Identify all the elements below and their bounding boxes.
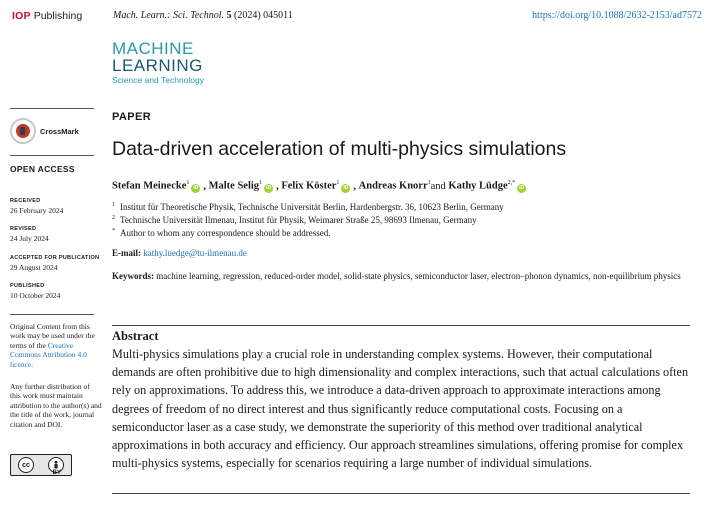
- publisher-brand: IOP: [12, 10, 31, 22]
- history-label: RECEIVED: [10, 198, 41, 204]
- keywords-label: Keywords:: [112, 271, 154, 281]
- history-published: [10, 283, 60, 300]
- sidebar-divider: [10, 155, 94, 156]
- affiliation: $^1$ Institut für Theoretische Physik, Technische Universität Berlin, Hardenbergstr. 36, 10623 Berlin, Germany: [112, 202, 504, 212]
- affiliation: $^2$ Technische Universität Ilmenau, Institut für Physik, Weimarer Straße 25, 98693 Ilmenau, Germany: [112, 215, 477, 225]
- author: Malte Selig$^1$: [208, 180, 263, 192]
- author-list: Stefan Meinecke$^1$ iD , Malte Selig$^1$ iD , Felix Köster$^1$ iD , Andreas Knorr$^1$ and Kathy Lüdge$^{2,*}$ iD: [112, 180, 525, 192]
- journal-logo-line3: Science and Technology: [112, 75, 204, 85]
- journal-reference: [113, 10, 293, 21]
- sidebar-divider: [10, 314, 94, 315]
- orcid-icon[interactable]: iD: [343, 184, 349, 191]
- history-date: 24 July 2024: [10, 234, 49, 243]
- license-link[interactable]: Creative Commons Attribution 4.0 licence.: [10, 340, 87, 369]
- publisher-name: Publishing: [33, 10, 83, 22]
- history-date: 29 August 2024: [10, 263, 58, 272]
- author: Andreas Knorr$^1$: [358, 180, 431, 192]
- crossmark-badge[interactable]: [10, 118, 79, 144]
- journal-volume: 5: [226, 10, 232, 21]
- journal-logo-line1: MACHINE: [112, 39, 194, 58]
- cc-by-label: BY: [52, 470, 61, 476]
- article-type: PAPER: [112, 111, 152, 123]
- author: Kathy Lüdge$^{2,*}$: [448, 180, 516, 192]
- orcid-icon[interactable]: iD: [193, 184, 199, 191]
- open-access-label: OPEN ACCESS: [10, 164, 75, 174]
- history-label: ACCEPTED FOR PUBLICATION: [10, 255, 100, 261]
- abstract-bottom-rule: [112, 493, 690, 494]
- history-received: [10, 198, 63, 215]
- article-title: Data-driven acceleration of multi-physics simulations: [112, 138, 567, 160]
- journal-logo: [112, 40, 204, 85]
- journal-abbrev: Mach. Learn.: Sci. Technol.: [113, 10, 225, 21]
- abstract-top-rule: [112, 325, 690, 326]
- distribution-notice: Any further distribution of this work must maintain attribution to the author(s) and the title of the work, journal citation and DOI.: [10, 382, 102, 429]
- journal-logo-line2: LEARNING: [112, 56, 203, 75]
- crossmark-icon: [10, 118, 36, 144]
- author: Felix Köster$^1$: [281, 180, 340, 192]
- sidebar-divider: [10, 108, 94, 109]
- crossmark-label: CrossMark: [40, 126, 79, 136]
- history-revised: [10, 226, 49, 243]
- keywords: [112, 270, 692, 282]
- email-link[interactable]: kathy.luedge@tu-ilmenau.de: [143, 248, 247, 258]
- history-accepted: [10, 255, 99, 272]
- license-text: Original Content from this work may be used under the terms of the: [10, 322, 95, 350]
- publisher-logo: [12, 10, 82, 22]
- history-date: 10 October 2024: [10, 291, 61, 300]
- license-notice: [10, 322, 102, 369]
- affiliation: * Author to whom any correspondence should be addressed.: [112, 228, 331, 238]
- history-label: REVISED: [10, 226, 37, 232]
- cc-icon: cc: [18, 457, 34, 473]
- abstract-heading: Abstract: [112, 329, 159, 343]
- author: Stefan Meinecke$^1$: [112, 180, 190, 192]
- correspondence-email: [112, 248, 247, 258]
- cc-by-badge[interactable]: [10, 454, 72, 476]
- history-label: PUBLISHED: [10, 283, 45, 289]
- history-date: 26 February 2024: [10, 206, 64, 215]
- doi-link[interactable]: https://doi.org/10.1088/2632-2153/ad7572: [532, 10, 702, 21]
- abstract-text: Multi-physics simulations play a crucial role in understanding complex systems. However, their computational demands are often prohibitive due to high dimensionality and complex interactions, such that actual calculations often rely on approximations. To address this, we introduce a data-driven approach to approximate interactions among degrees of freedom of no direct interest and thus significantly reduce computational costs. Focusing on a semiconductor laser as a case study, we demonstrate the superiority of this method over traditional analytical approximations in both accuracy and efficiency. Our approach streamlines simulations, offering promise for complex multi-physics systems, especially for scenarios requiring a large number of individual simulations.: [112, 347, 689, 471]
- email-label: E-mail:: [112, 248, 141, 258]
- keywords-text: machine learning, regression, reduced-order model, solid-state physics, semiconductor laser, electron–phonon dynamics, non-equilibrium physics: [156, 271, 681, 281]
- journal-year-article: (2024) 045011: [234, 10, 293, 21]
- orcid-icon[interactable]: iD: [266, 184, 272, 191]
- orcid-icon[interactable]: iD: [519, 184, 525, 191]
